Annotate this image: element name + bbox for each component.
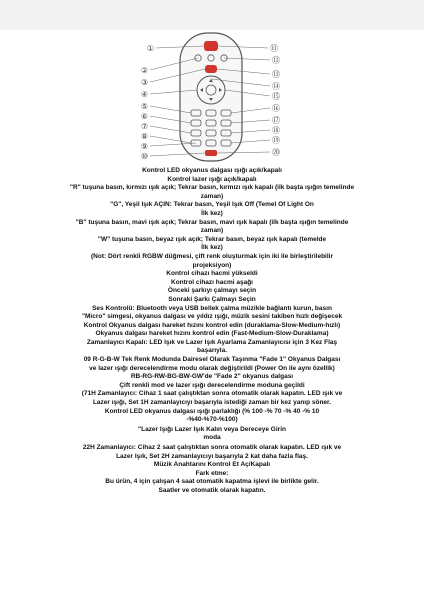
remote-body <box>180 33 242 161</box>
instruction-line: Lazer ışığı, Set 1H zamanlayıcıyı başarıyla istediği zaman bir kez yanıp söner. <box>92 399 332 407</box>
callout-number: ⑦ <box>140 122 148 131</box>
callout-number: ⑧ <box>140 132 148 141</box>
instruction-line: Ses Kontrolü: Bluetooth veya USB bellek çalma müzikle bağlantı kurun, basın <box>92 304 332 312</box>
instruction-line: projeksiyon) <box>192 261 232 269</box>
callout-number: ⑯ <box>272 104 280 113</box>
instruction-line: Fark etme: <box>195 469 229 477</box>
instruction-line: "Micro" simgesi, okyanus dalgası ve yıldız ışığı, müzik sesini takiben hızlı değişecek <box>81 313 343 321</box>
callout-number: ④ <box>140 90 148 99</box>
instruction-line: RB-RG-RW-BG-BW-GW'de "Fade 2" okyanus dalgası <box>130 373 294 381</box>
instruction-line: Saatler ve otomatik olarak kapatın. <box>158 486 266 494</box>
instruction-line: İlk kez) <box>201 244 223 252</box>
music-button[interactable] <box>205 150 217 156</box>
instruction-line: Müzik Anahtarını Kontrol Et Aç/Kapalı <box>153 461 271 469</box>
instruction-line: Önceki şarkıyı çalmayı seçin <box>167 287 257 295</box>
instruction-line: başarıyla. <box>197 347 227 355</box>
callout-number: ⑲ <box>272 136 280 145</box>
callouts-left <box>141 44 154 161</box>
callout-number: ② <box>140 66 148 75</box>
instruction-line: moda <box>203 434 221 442</box>
instruction-line: Kontrol LED okyanus dalgası ışığı açık/kapalı <box>142 167 282 174</box>
laser-button[interactable] <box>205 65 217 73</box>
instruction-line: "W" tuşuna basın, beyaz ışık açık; Tekrar basın, beyaz ışık kapalı (temelde <box>97 235 327 243</box>
callout-number: ⑪ <box>270 44 278 53</box>
top-band <box>0 0 424 30</box>
callout-number: ⑥ <box>140 112 148 121</box>
instruction-line: zaman) <box>200 227 224 235</box>
instruction-line: ve lazer ışığı derecelendirme modu olarak değiştirildi (Power On ile aynı özellik) <box>89 364 335 372</box>
callout-number: ① <box>146 44 154 53</box>
power-button[interactable] <box>204 41 218 51</box>
callout-number: ⑨ <box>140 142 148 151</box>
callout-number: ⑮ <box>272 92 280 101</box>
instructions-text <box>60 167 364 496</box>
callout-number: ⑫ <box>272 56 280 65</box>
instruction-line: Bu ürün, 4 için çalışan 4 saat otomatik kapatma işlevi ile birlikte gelir. <box>105 478 319 486</box>
remote-control-diagram <box>0 30 424 165</box>
instruction-line: "Lazer Işığı Lazer Işık Kalın veya Dereceye Girin <box>138 425 286 433</box>
callout-number: ⑩ <box>140 152 148 161</box>
callout-number: ⑰ <box>272 116 280 125</box>
instruction-line: Kontrol Okyanus dalgası hareket hızını kontrol edin (duraklama-Slow-Medium-hızlı) <box>83 321 341 329</box>
instruction-line: Okyanus dalgası hareket hızını kontrol edin (Fast-Medium-Slow-Duraklama) <box>95 330 329 338</box>
callout-number: ⑬ <box>272 70 280 79</box>
instruction-line: -%40-%70-%100) <box>186 416 238 424</box>
instruction-line: Çift renkli mod ve lazer ışığı derecelendirme moduna geçildi <box>119 381 305 389</box>
instruction-line: (Not: Dört renkli RGBW düğmesi, çift renk oluşturmak için iki ile birleştirilebilir <box>91 252 333 260</box>
instruction-line: Kontrol cihazı hacmi yükseldi <box>166 270 258 278</box>
instruction-line: Kontrol LED okyanus dalgası ışığı parlaklığı (% 100 -% 70 -% 40 -% 10 <box>104 407 320 415</box>
callout-number: ⑭ <box>272 82 280 91</box>
callouts-right <box>270 44 280 157</box>
instruction-line: İlk kez) <box>201 209 223 217</box>
callout-number: ③ <box>140 78 148 87</box>
instruction-line: 09 R-G-B-W Tek Renk Modunda Dairesel Olarak Taşınma "Fade 1" Okyanus Dalgası <box>83 356 341 364</box>
instruction-line: Zamanlayıcı Kapalı: LED Işık ve Lazer Işık Ayarlama Zamanlayıcısı için 3 Kez Flaş <box>86 338 338 346</box>
instruction-line: "R" tuşuna basın, kırmızı ışık açık; Tekrar basın, kırmızı ışık kapalı (ilk başta ışığın temelinde <box>69 184 355 192</box>
instruction-line: zaman) <box>200 192 224 200</box>
callout-number: ⑳ <box>272 148 280 157</box>
instruction-line: "B" tuşuna basın, mavi ışık açık; Tekrar basın, mavi ışık kapalı (ilk başta ışığın temelinde <box>75 218 349 226</box>
instruction-line: Kontrol lazer ışığı açık/kapalı <box>167 175 257 183</box>
instruction-line: 22H Zamanlayıcı: Cihaz 2 saat çalıştıktan sonra otomatik olarak kapatın. LED ışık ve <box>82 444 342 451</box>
callout-number: ⑤ <box>140 102 148 111</box>
instruction-line: Sonraki Şarkı Çalmayı Seçin <box>168 295 256 303</box>
instruction-line: "G", Yeşil Işık AÇIN: Tekrar basın, Yeşil Işık Off (Temel Of Light On <box>110 201 314 209</box>
instruction-line: (71H Zamanlayıcı: Cihaz 1 saat çalıştıktan sonra otomatik olarak kapatın. LED ışık ve <box>81 390 343 398</box>
instruction-line: Kontrol cihazı hacmi aşağı <box>171 278 253 286</box>
instruction-line: Lazer Işık, Set 2H zamanlayıcıyı başarıyla 2 kat daha fazla flaş. <box>116 452 308 460</box>
callout-number: ⑱ <box>272 126 280 135</box>
